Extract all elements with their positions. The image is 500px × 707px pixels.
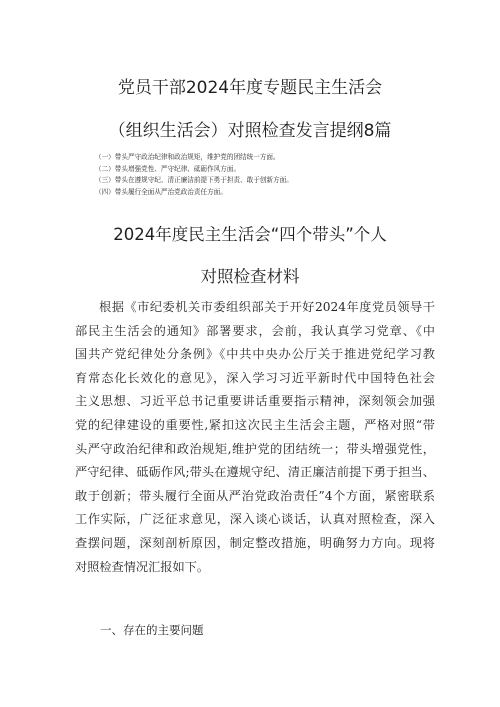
body-line: 党的纪律建设的重要性,紧扣这次民主生活会主题，严格对照“带 [75, 417, 435, 432]
body-line: 查摆问题，深刻剖析原因，制定整改措施，明确努力方向。现将 [75, 535, 435, 550]
material-title-line-2: 对照检查材料 [200, 267, 300, 286]
body-line: 部民主生活会的通知》部署要求，会前，我认真学习党章、《中 [75, 323, 435, 338]
body-line: 工作实际，广泛征求意见，深入谈心谈话，认真对照检查，深入 [75, 512, 435, 527]
material-title-line-1: 2024年度民主生活会“四个带头”个人 [113, 225, 387, 244]
body-line: 敢于创新；带头履行全面从严治党政治责任”4个方面，紧密联系 [75, 488, 435, 503]
body-line: 对照检查情况汇报如下。 [75, 559, 210, 574]
document-title-line-2: （组织生活会）对照检查发言提纲8篇 [108, 121, 392, 141]
outline-item: （一）带头严守政治纪律和政治规矩，维护党的团结统一方面。 [95, 153, 280, 161]
outline-item: （三）带头在遵规守纪、清正廉洁前提下勇于担责、敢于创新方面。 [95, 176, 293, 185]
outline-item: （二）带头增强党性、严守纪律、砥砺作风方面。 [95, 164, 241, 173]
outline-item: （四）带头履行全面从严治党政治责任方面。 [95, 187, 227, 196]
section-heading: 一、存在的主要问题 [100, 623, 204, 637]
body-line: 主义思想、习近平总书记重要讲话重要指示精神，深刻领会加强 [75, 394, 435, 409]
body-line: 育常态化长效化的意见》，深入学习习近平新时代中国特色社会 [75, 370, 435, 385]
outline-list [95, 152, 293, 198]
body-line: 根据《市纪委机关市委组织部关于开好2024年度党员领导干 [99, 300, 435, 314]
body-paragraph [75, 296, 435, 579]
document-title-line-1: 党员干部2024年度专题民主生活会 [117, 78, 383, 98]
body-line: 国共产党纪律处分条例》《中共中央办公厅关于推进党纪学习教 [75, 347, 435, 362]
body-line: 严守纪律、砥砺作风;带头在遵规守纪、清正廉洁前提下勇于担当、 [75, 465, 435, 480]
body-line: 头严守政治纪律和政治规矩,维护党的团结统一；带头增强党性， [75, 441, 435, 456]
